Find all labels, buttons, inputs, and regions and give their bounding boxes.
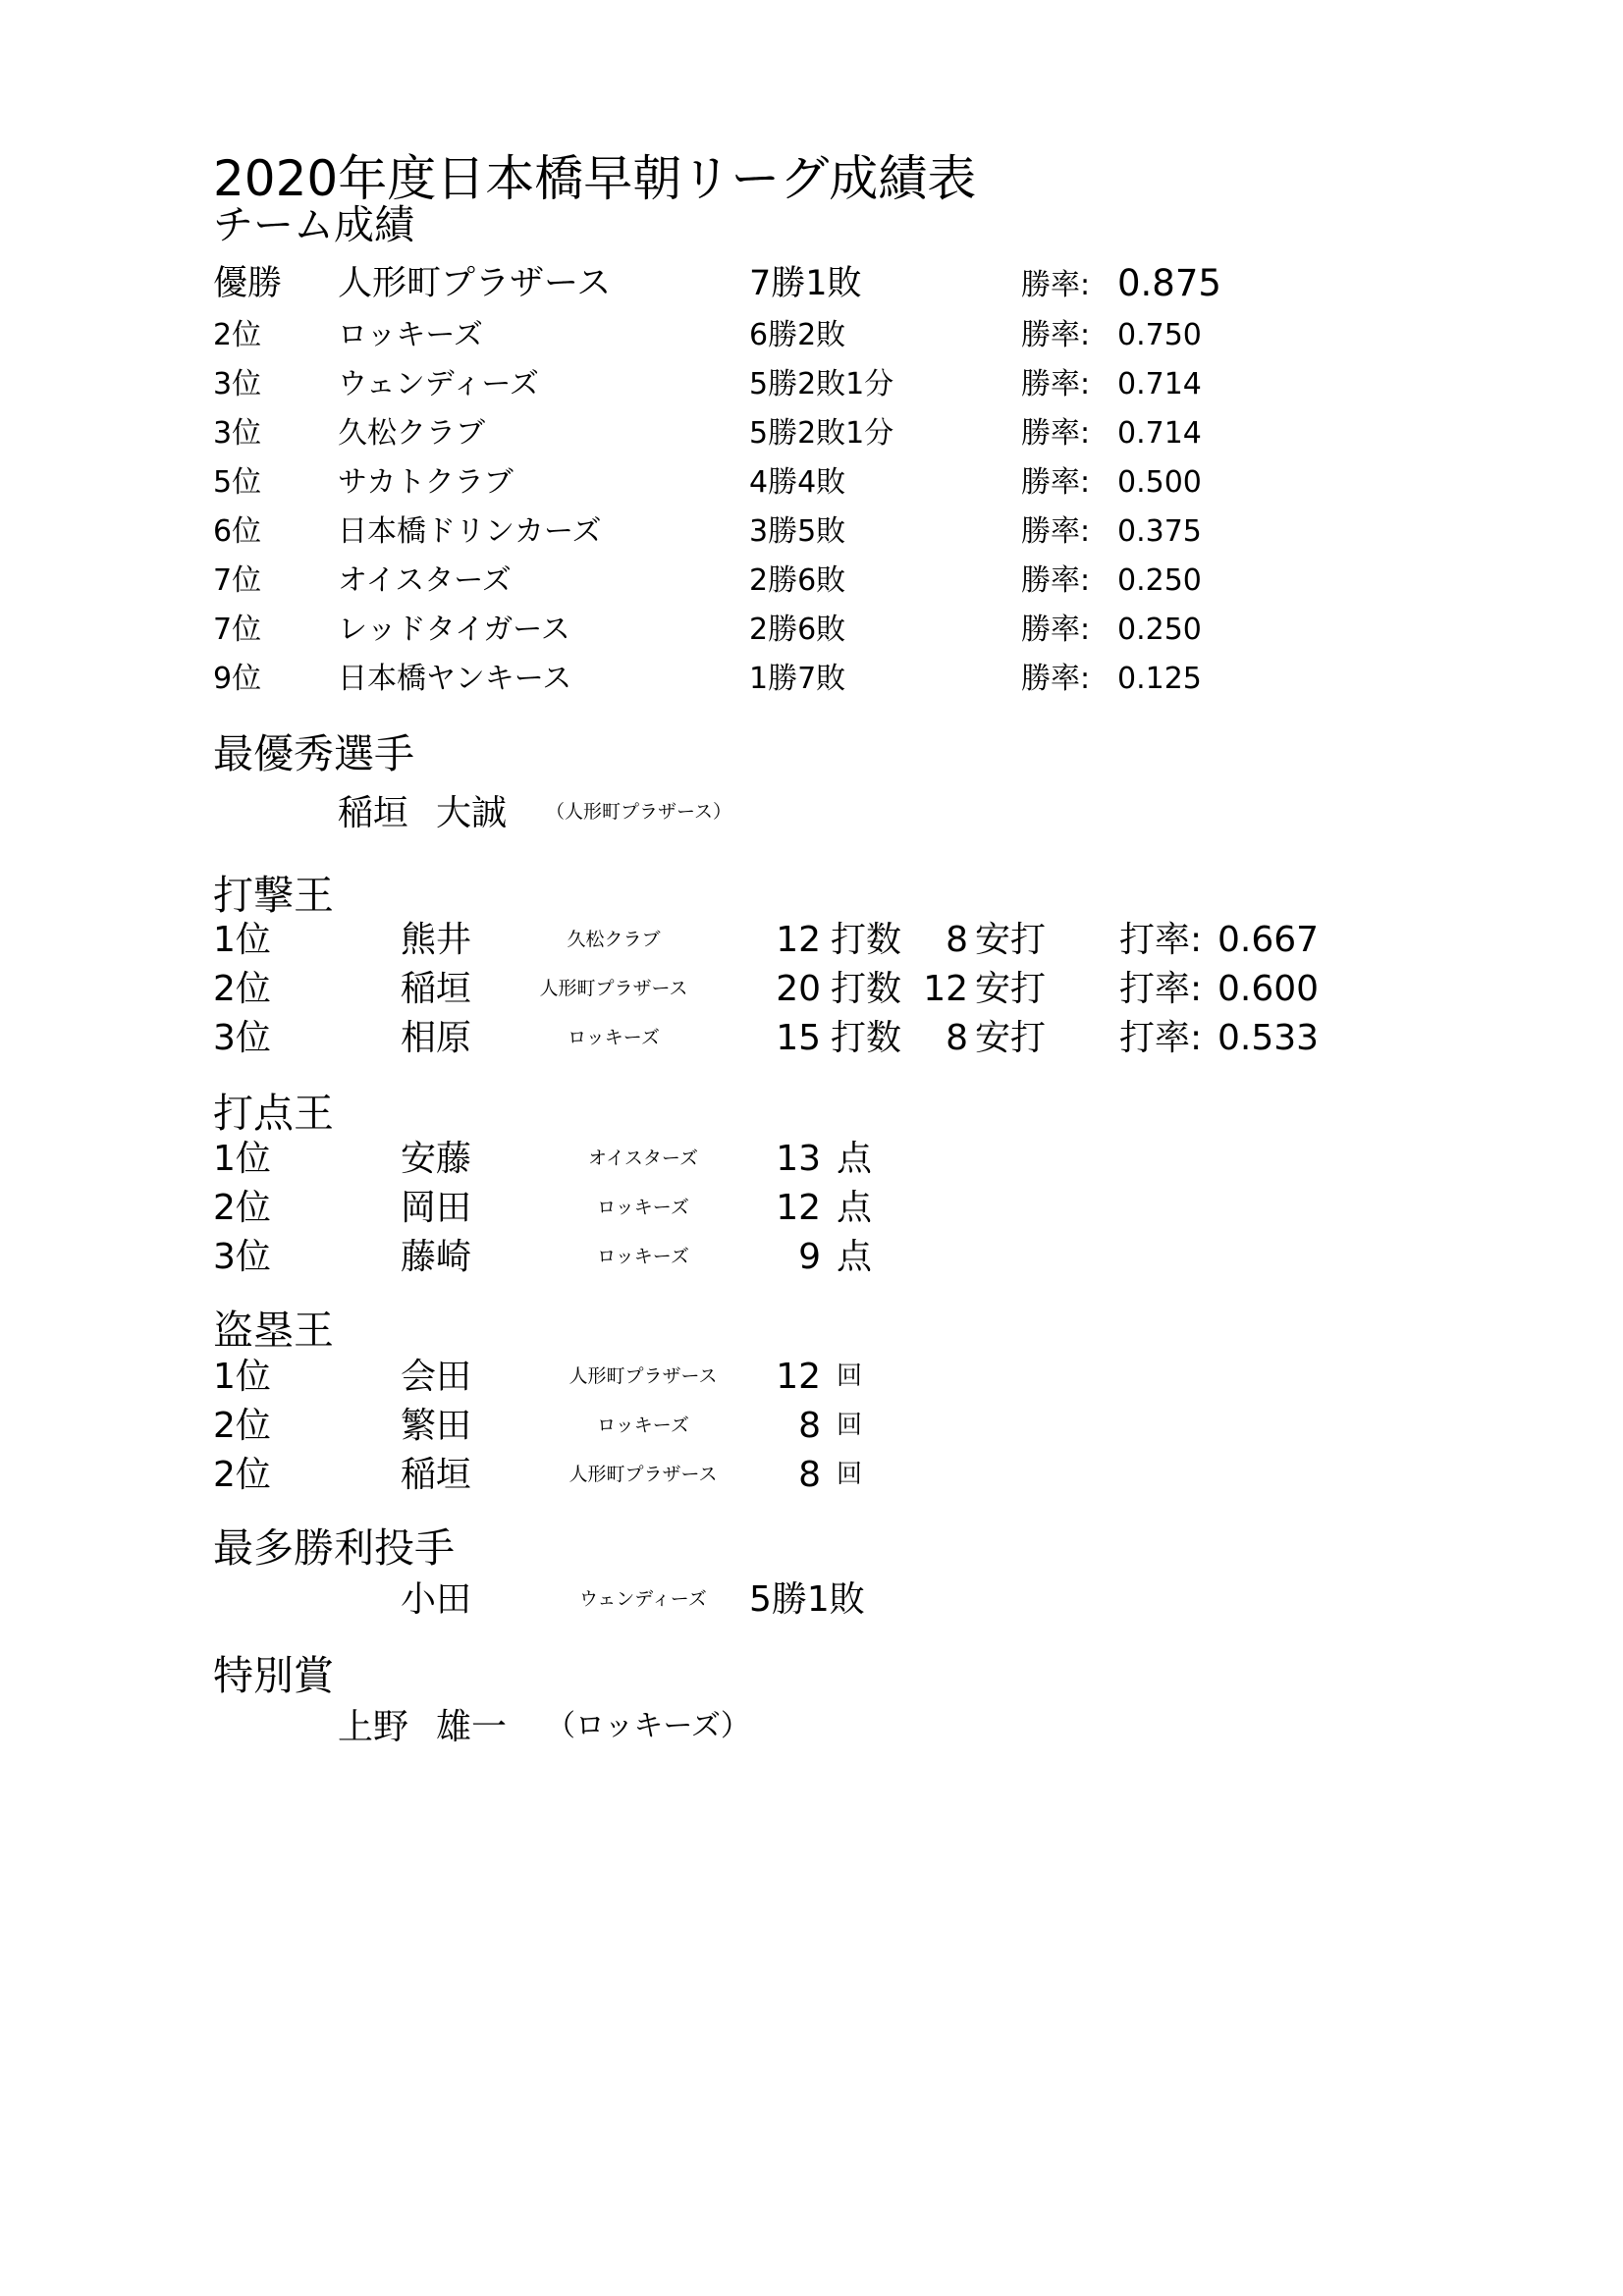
standings-record: 1勝7敗 xyxy=(749,662,846,696)
standings-rank: 5位 xyxy=(213,465,262,500)
standings-rank: 6位 xyxy=(213,514,262,549)
standings-team: 日本橋ドリンカーズ xyxy=(338,514,602,549)
mvp-team: （人形町プラザース） xyxy=(546,801,732,823)
batting-at-bats: 12 xyxy=(776,920,821,960)
standings-winrate: 0.875 xyxy=(1117,262,1221,304)
standings-rank: 優勝 xyxy=(213,264,283,303)
standings-record: 5勝2敗1分 xyxy=(749,367,894,401)
rbi-rank: 2位 xyxy=(213,1188,271,1228)
standings-team: 人形町プラザース xyxy=(338,264,612,303)
batting-avg-label: 打率: xyxy=(1119,969,1203,1009)
standings-winrate-label: 勝率: xyxy=(1021,465,1091,500)
batting-player-team: 久松クラブ xyxy=(567,929,661,950)
standings-record: 3勝5敗 xyxy=(749,514,846,549)
special-award-given-name: 雄一 xyxy=(436,1707,508,1747)
standings-winrate: 0.714 xyxy=(1117,367,1202,401)
steals-player-team: 人形町プラザース xyxy=(568,1464,718,1485)
mvp-given-name: 大誠 xyxy=(436,793,508,833)
standings-record: 2勝6敗 xyxy=(749,563,846,598)
standings-record: 6勝2敗 xyxy=(749,318,846,352)
batting-hits-label: 安打 xyxy=(975,1018,1047,1058)
special-award-surname: 上野 xyxy=(338,1707,409,1747)
standings-team: オイスターズ xyxy=(338,563,512,598)
rbi-unit: 点 xyxy=(837,1237,873,1277)
standings-winrate: 0.750 xyxy=(1117,318,1202,352)
batting-avg: 0.600 xyxy=(1217,969,1320,1009)
standings-winrate: 0.714 xyxy=(1117,416,1202,451)
steals-rank: 1位 xyxy=(213,1357,271,1397)
stolen-base-title-heading: 盗塁王 xyxy=(213,1307,334,1354)
batting-at-bats: 15 xyxy=(776,1018,821,1058)
steals-unit: 回 xyxy=(837,1411,863,1440)
team-standings-heading: チーム成績 xyxy=(213,201,414,248)
standings-team: 日本橋ヤンキース xyxy=(338,662,572,696)
standings-rank: 9位 xyxy=(213,662,262,696)
batting-at-bats: 20 xyxy=(776,969,821,1009)
standings-team: サカトクラブ xyxy=(338,465,514,500)
rbi-rank: 1位 xyxy=(213,1139,271,1179)
most-wins-pitcher-team: ウェンディーズ xyxy=(579,1588,707,1610)
batting-avg-label: 打率: xyxy=(1119,920,1203,960)
special-award-heading: 特別賞 xyxy=(213,1652,334,1699)
batting-avg: 0.533 xyxy=(1217,1018,1320,1058)
rbi-rank: 3位 xyxy=(213,1237,271,1277)
batting-hits: 8 xyxy=(946,920,968,960)
standings-winrate-label: 勝率: xyxy=(1021,416,1091,451)
batting-at-bats-label: 打数 xyxy=(831,1018,902,1058)
standings-team: ロッキーズ xyxy=(338,318,483,352)
standings-record: 5勝2敗1分 xyxy=(749,416,894,451)
page-title: 2020年度日本橋早朝リーグ成績表 xyxy=(213,150,977,207)
standings-winrate-label: 勝率: xyxy=(1021,662,1091,696)
standings-team: 久松クラブ xyxy=(338,416,485,451)
standings-rank: 3位 xyxy=(213,367,262,401)
mvp-heading: 最優秀選手 xyxy=(213,730,414,777)
standings-record: 4勝4敗 xyxy=(749,465,846,500)
batting-rank: 2位 xyxy=(213,969,271,1009)
batting-rank: 1位 xyxy=(213,920,271,960)
steals-player-team: 人形町プラザース xyxy=(568,1365,718,1387)
batting-hits: 12 xyxy=(923,969,968,1009)
standings-winrate-label: 勝率: xyxy=(1021,318,1091,352)
steals-player-name: 会田 xyxy=(401,1357,472,1397)
rbi-unit: 点 xyxy=(837,1139,873,1179)
most-wins-pitcher-heading: 最多勝利投手 xyxy=(213,1524,455,1572)
steals-player-name: 繁田 xyxy=(401,1406,472,1446)
standings-winrate: 0.250 xyxy=(1117,563,1202,598)
standings-winrate: 0.500 xyxy=(1117,465,1202,500)
batting-title-heading: 打撃王 xyxy=(213,872,334,919)
batting-player-name: 相原 xyxy=(401,1018,472,1058)
rbi-value: 9 xyxy=(798,1237,821,1277)
rbi-player-team: ロッキーズ xyxy=(597,1197,689,1218)
standings-winrate-label: 勝率: xyxy=(1021,563,1091,598)
steals-value: 8 xyxy=(798,1406,821,1446)
standings-team: ウェンディーズ xyxy=(338,367,539,401)
steals-value: 8 xyxy=(798,1455,821,1495)
standings-rank: 2位 xyxy=(213,318,262,352)
steals-unit: 回 xyxy=(837,1460,863,1489)
standings-winrate: 0.250 xyxy=(1117,613,1202,647)
batting-player-name: 熊井 xyxy=(401,920,472,960)
standings-team: レッドタイガース xyxy=(338,613,570,647)
batting-player-name: 稲垣 xyxy=(401,969,472,1009)
batting-hits-label: 安打 xyxy=(975,969,1047,1009)
batting-at-bats-label: 打数 xyxy=(831,969,902,1009)
steals-player-team: ロッキーズ xyxy=(597,1415,689,1436)
steals-player-name: 稲垣 xyxy=(401,1455,472,1495)
standings-winrate-label: 勝率: xyxy=(1021,268,1091,302)
rbi-player-name: 安藤 xyxy=(401,1139,472,1179)
rbi-player-name: 藤崎 xyxy=(401,1237,472,1277)
batting-rank: 3位 xyxy=(213,1018,271,1058)
mvp-surname: 稲垣 xyxy=(338,793,409,833)
batting-player-team: ロッキーズ xyxy=(568,1027,660,1048)
rbi-player-name: 岡田 xyxy=(401,1188,472,1228)
standings-winrate: 0.375 xyxy=(1117,514,1202,549)
standings-record: 7勝1敗 xyxy=(749,264,862,303)
rbi-title-heading: 打点王 xyxy=(213,1090,334,1137)
rbi-player-team: オイスターズ xyxy=(588,1148,698,1169)
special-award-team: （ロッキーズ） xyxy=(546,1709,750,1743)
rbi-value: 13 xyxy=(776,1139,821,1179)
batting-hits: 8 xyxy=(946,1018,968,1058)
standings-winrate-label: 勝率: xyxy=(1021,613,1091,647)
rbi-unit: 点 xyxy=(837,1188,873,1228)
batting-at-bats-label: 打数 xyxy=(831,920,902,960)
standings-winrate-label: 勝率: xyxy=(1021,514,1091,549)
steals-value: 12 xyxy=(776,1357,821,1397)
steals-unit: 回 xyxy=(837,1362,863,1391)
standings-rank: 7位 xyxy=(213,613,262,647)
standings-winrate-label: 勝率: xyxy=(1021,367,1091,401)
batting-player-team: 人形町プラザース xyxy=(539,978,688,999)
rbi-value: 12 xyxy=(776,1188,821,1228)
standings-winrate: 0.125 xyxy=(1117,662,1202,696)
standings-record: 2勝6敗 xyxy=(749,613,846,647)
standings-rank: 7位 xyxy=(213,563,262,598)
steals-rank: 2位 xyxy=(213,1406,271,1446)
batting-avg-label: 打率: xyxy=(1119,1018,1203,1058)
most-wins-pitcher-name: 小田 xyxy=(401,1579,472,1620)
batting-hits-label: 安打 xyxy=(975,920,1047,960)
steals-rank: 2位 xyxy=(213,1455,271,1495)
rbi-player-team: ロッキーズ xyxy=(597,1246,689,1267)
batting-avg: 0.667 xyxy=(1217,920,1320,960)
standings-rank: 3位 xyxy=(213,416,262,451)
most-wins-pitcher-record: 5勝1敗 xyxy=(749,1579,865,1620)
